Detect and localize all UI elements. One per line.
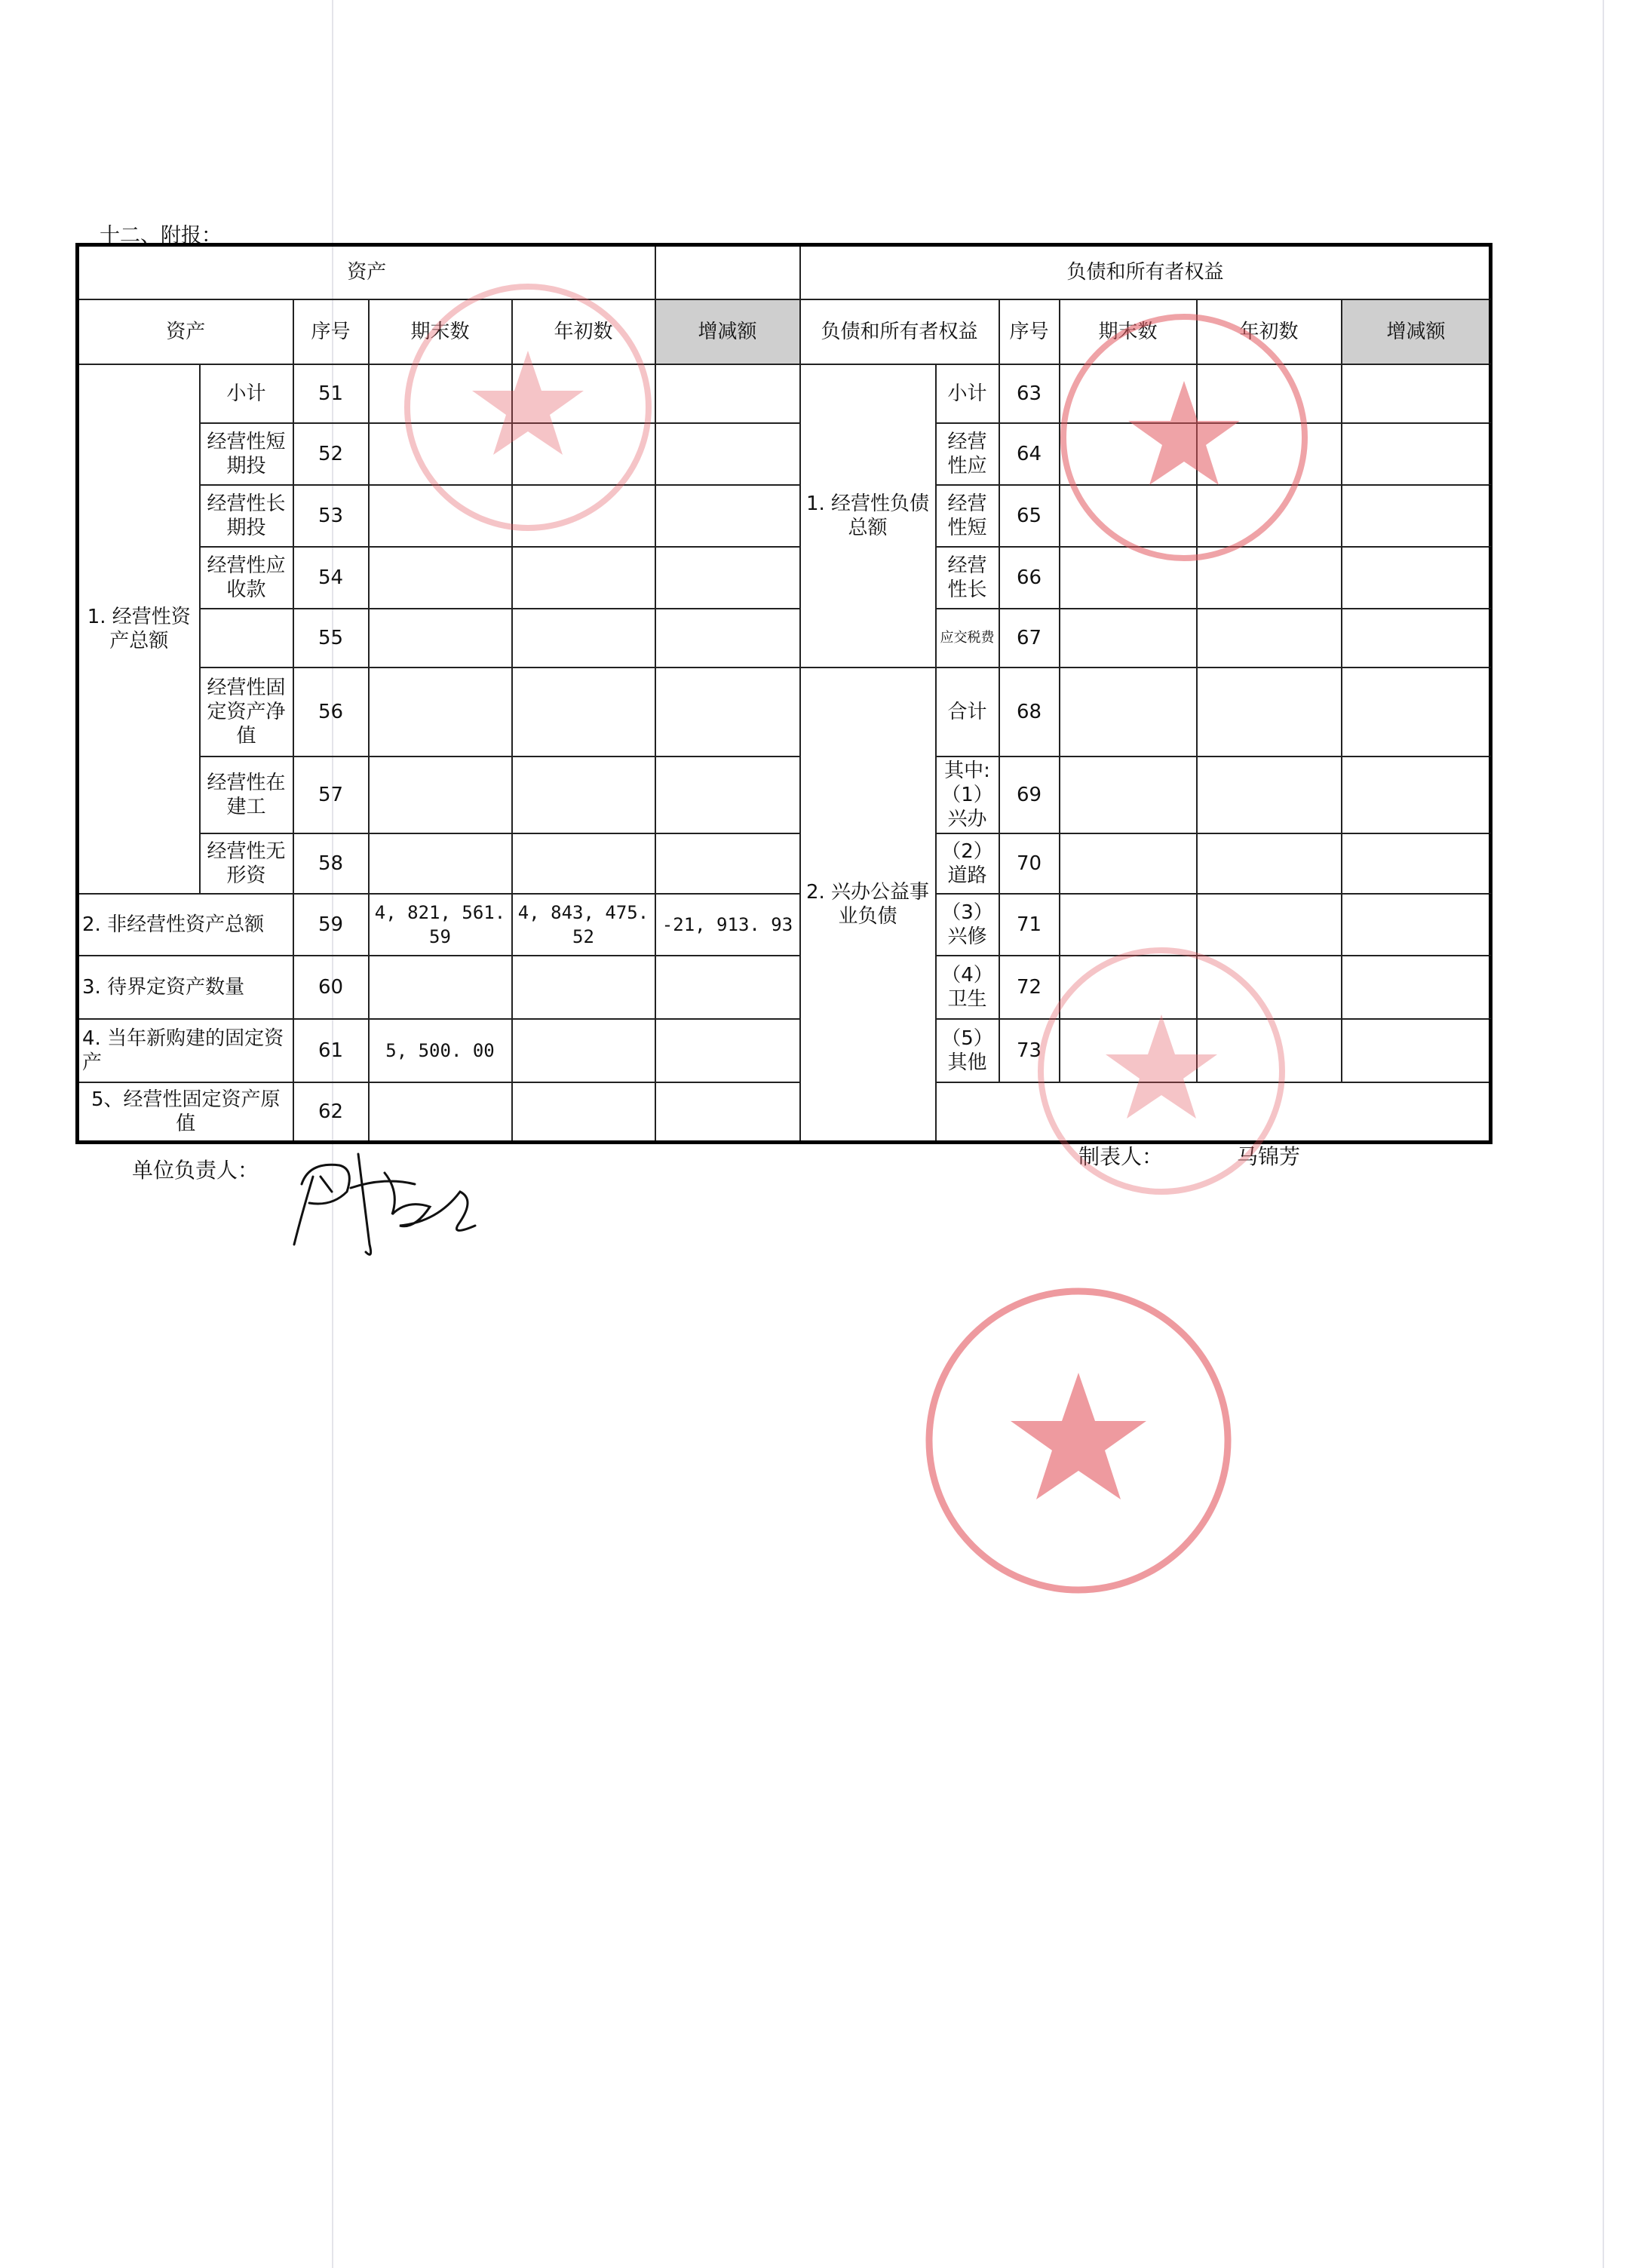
asset-end-value [369,485,512,547]
women-committee-seal [920,1282,1237,1599]
col-header-change: 增减额 [655,299,800,364]
liab-group-operating: 1. 经营性负债总额 [800,364,936,668]
liab-end-value [1060,364,1197,423]
asset-end-value: 5, 500. 00 [369,1019,512,1082]
asset-change-value [655,547,800,609]
col-header-no: 序号 [293,299,369,364]
asset-change-value [655,757,800,833]
blank-cell [936,1082,1491,1143]
asset-label: 经营性无形资 [200,833,293,894]
asset-end-value [369,668,512,757]
liab-change-value [1342,1019,1491,1082]
liab-change-value [1342,894,1491,956]
liab-label: （2）道路 [936,833,999,894]
asset-label: 经营性在建工 [200,757,293,833]
liab-no: 68 [999,668,1060,757]
asset-label: 经营性固定资产净值 [200,668,293,757]
liab-begin-value [1197,757,1342,833]
asset-end-value [369,956,512,1019]
asset-no: 51 [293,364,369,423]
liab-change-value [1342,833,1491,894]
asset-label: 3. 待界定资产数量 [78,956,293,1019]
supplementary-report-table [75,243,1492,1144]
asset-change-value [655,668,800,757]
liab-no: 70 [999,833,1060,894]
asset-group-operating: 1. 经营性资产总额 [78,364,200,894]
asset-begin-value [512,757,655,833]
asset-begin-value [512,833,655,894]
maker-name: 马锦芳 [1237,1144,1301,1169]
liab-label: 小计 [936,364,999,423]
asset-label: 2. 非经营性资产总额 [78,894,293,956]
asset-begin-value: 4, 843, 475. 52 [512,894,655,956]
asset-label: 经营性应收款 [200,547,293,609]
asset-no: 56 [293,668,369,757]
liab-label: 其中:（1）兴办 [936,757,999,833]
col-header-asset: 资产 [78,299,293,364]
asset-no: 52 [293,423,369,485]
asset-no: 61 [293,1019,369,1082]
asset-begin-value [512,1019,655,1082]
liab-begin-value [1197,1019,1342,1082]
liab-begin-value [1197,894,1342,956]
col-header-no2: 序号 [999,299,1060,364]
col-header-change2: 增减额 [1342,299,1491,364]
assets-section-title: 资产 [78,245,655,299]
maker-label: 制表人： [1078,1144,1164,1169]
col-header-end: 期末数 [369,299,512,364]
asset-change-value [655,609,800,668]
liab-label: 应交税费 [936,609,999,668]
liab-begin-value [1197,547,1342,609]
asset-end-value [369,757,512,833]
liab-change-value [1342,757,1491,833]
liab-begin-value [1197,485,1342,547]
asset-label: 小计 [200,364,293,423]
liab-no: 72 [999,956,1060,1019]
col-header-begin: 年初数 [512,299,655,364]
leader-label: 单位负责人： [132,1158,259,1183]
asset-no: 60 [293,956,369,1019]
liab-end-value [1060,609,1197,668]
blank-cell [655,245,800,299]
liab-begin-value [1197,956,1342,1019]
liab-end-value [1060,423,1197,485]
liab-end-value [1060,485,1197,547]
asset-change-value [655,423,800,485]
liab-label: 经营性短 [936,485,999,547]
liab-end-value [1060,1019,1197,1082]
asset-end-value [369,609,512,668]
liab-end-value [1060,757,1197,833]
asset-no: 55 [293,609,369,668]
liab-no: 73 [999,1019,1060,1082]
liab-change-value [1342,423,1491,485]
liab-begin-value [1197,609,1342,668]
liab-end-value [1060,956,1197,1019]
asset-no: 58 [293,833,369,894]
liab-end-value [1060,668,1197,757]
asset-change-value [655,364,800,423]
asset-begin-value [512,547,655,609]
asset-change-value [655,956,800,1019]
scan-edge-line [1603,0,1604,2268]
liab-group-public-welfare: 2. 兴办公益事业负债 [800,668,936,1143]
asset-begin-value [512,1082,655,1143]
asset-change-value: -21, 913. 93 [655,894,800,956]
asset-change-value [655,833,800,894]
liab-label: 经营性应 [936,423,999,485]
liab-end-value [1060,547,1197,609]
liab-label: （3）兴修 [936,894,999,956]
asset-begin-value [512,609,655,668]
asset-change-value [655,1019,800,1082]
liab-label: 经营性长 [936,547,999,609]
liab-change-value [1342,956,1491,1019]
liab-change-value [1342,609,1491,668]
asset-end-value [369,364,512,423]
col-header-end2: 期末数 [1060,299,1197,364]
asset-end-value [369,547,512,609]
asset-end-value [369,1082,512,1143]
liab-change-value [1342,668,1491,757]
asset-no: 59 [293,894,369,956]
liab-label: 合计 [936,668,999,757]
liab-no: 67 [999,609,1060,668]
asset-label: 4. 当年新购建的固定资产 [78,1019,293,1082]
liab-no: 66 [999,547,1060,609]
liab-no: 65 [999,485,1060,547]
asset-no: 54 [293,547,369,609]
col-header-liab: 负债和所有者权益 [800,299,999,364]
liab-change-value [1342,547,1491,609]
liab-no: 69 [999,757,1060,833]
liab-change-value [1342,364,1491,423]
col-header-begin2: 年初数 [1197,299,1342,364]
asset-change-value [655,1082,800,1143]
liab-begin-value [1197,668,1342,757]
asset-label [200,609,293,668]
liab-begin-value [1197,364,1342,423]
asset-no: 57 [293,757,369,833]
liab-begin-value [1197,833,1342,894]
asset-begin-value [512,668,655,757]
section-heading: 十二、附报： [100,224,222,247]
liab-no: 64 [999,423,1060,485]
asset-label: 经营性长期投 [200,485,293,547]
asset-begin-value [512,485,655,547]
asset-begin-value [512,956,655,1019]
liab-label: （4）卫生 [936,956,999,1019]
asset-label: 5、经营性固定资产原值 [78,1082,293,1143]
asset-change-value [655,485,800,547]
leader-signature [287,1131,490,1267]
liab-no: 63 [999,364,1060,423]
liab-begin-value [1197,423,1342,485]
liab-end-value [1060,894,1197,956]
asset-end-value: 4, 821, 561. 59 [369,894,512,956]
liab-end-value [1060,833,1197,894]
asset-begin-value [512,364,655,423]
asset-end-value [369,833,512,894]
liab-change-value [1342,485,1491,547]
asset-no: 62 [293,1082,369,1143]
asset-label: 经营性短期投 [200,423,293,485]
asset-begin-value [512,423,655,485]
liab-no: 71 [999,894,1060,956]
liabilities-section-title: 负债和所有者权益 [800,245,1491,299]
liab-label: （5）其他 [936,1019,999,1082]
asset-no: 53 [293,485,369,547]
asset-end-value [369,423,512,485]
